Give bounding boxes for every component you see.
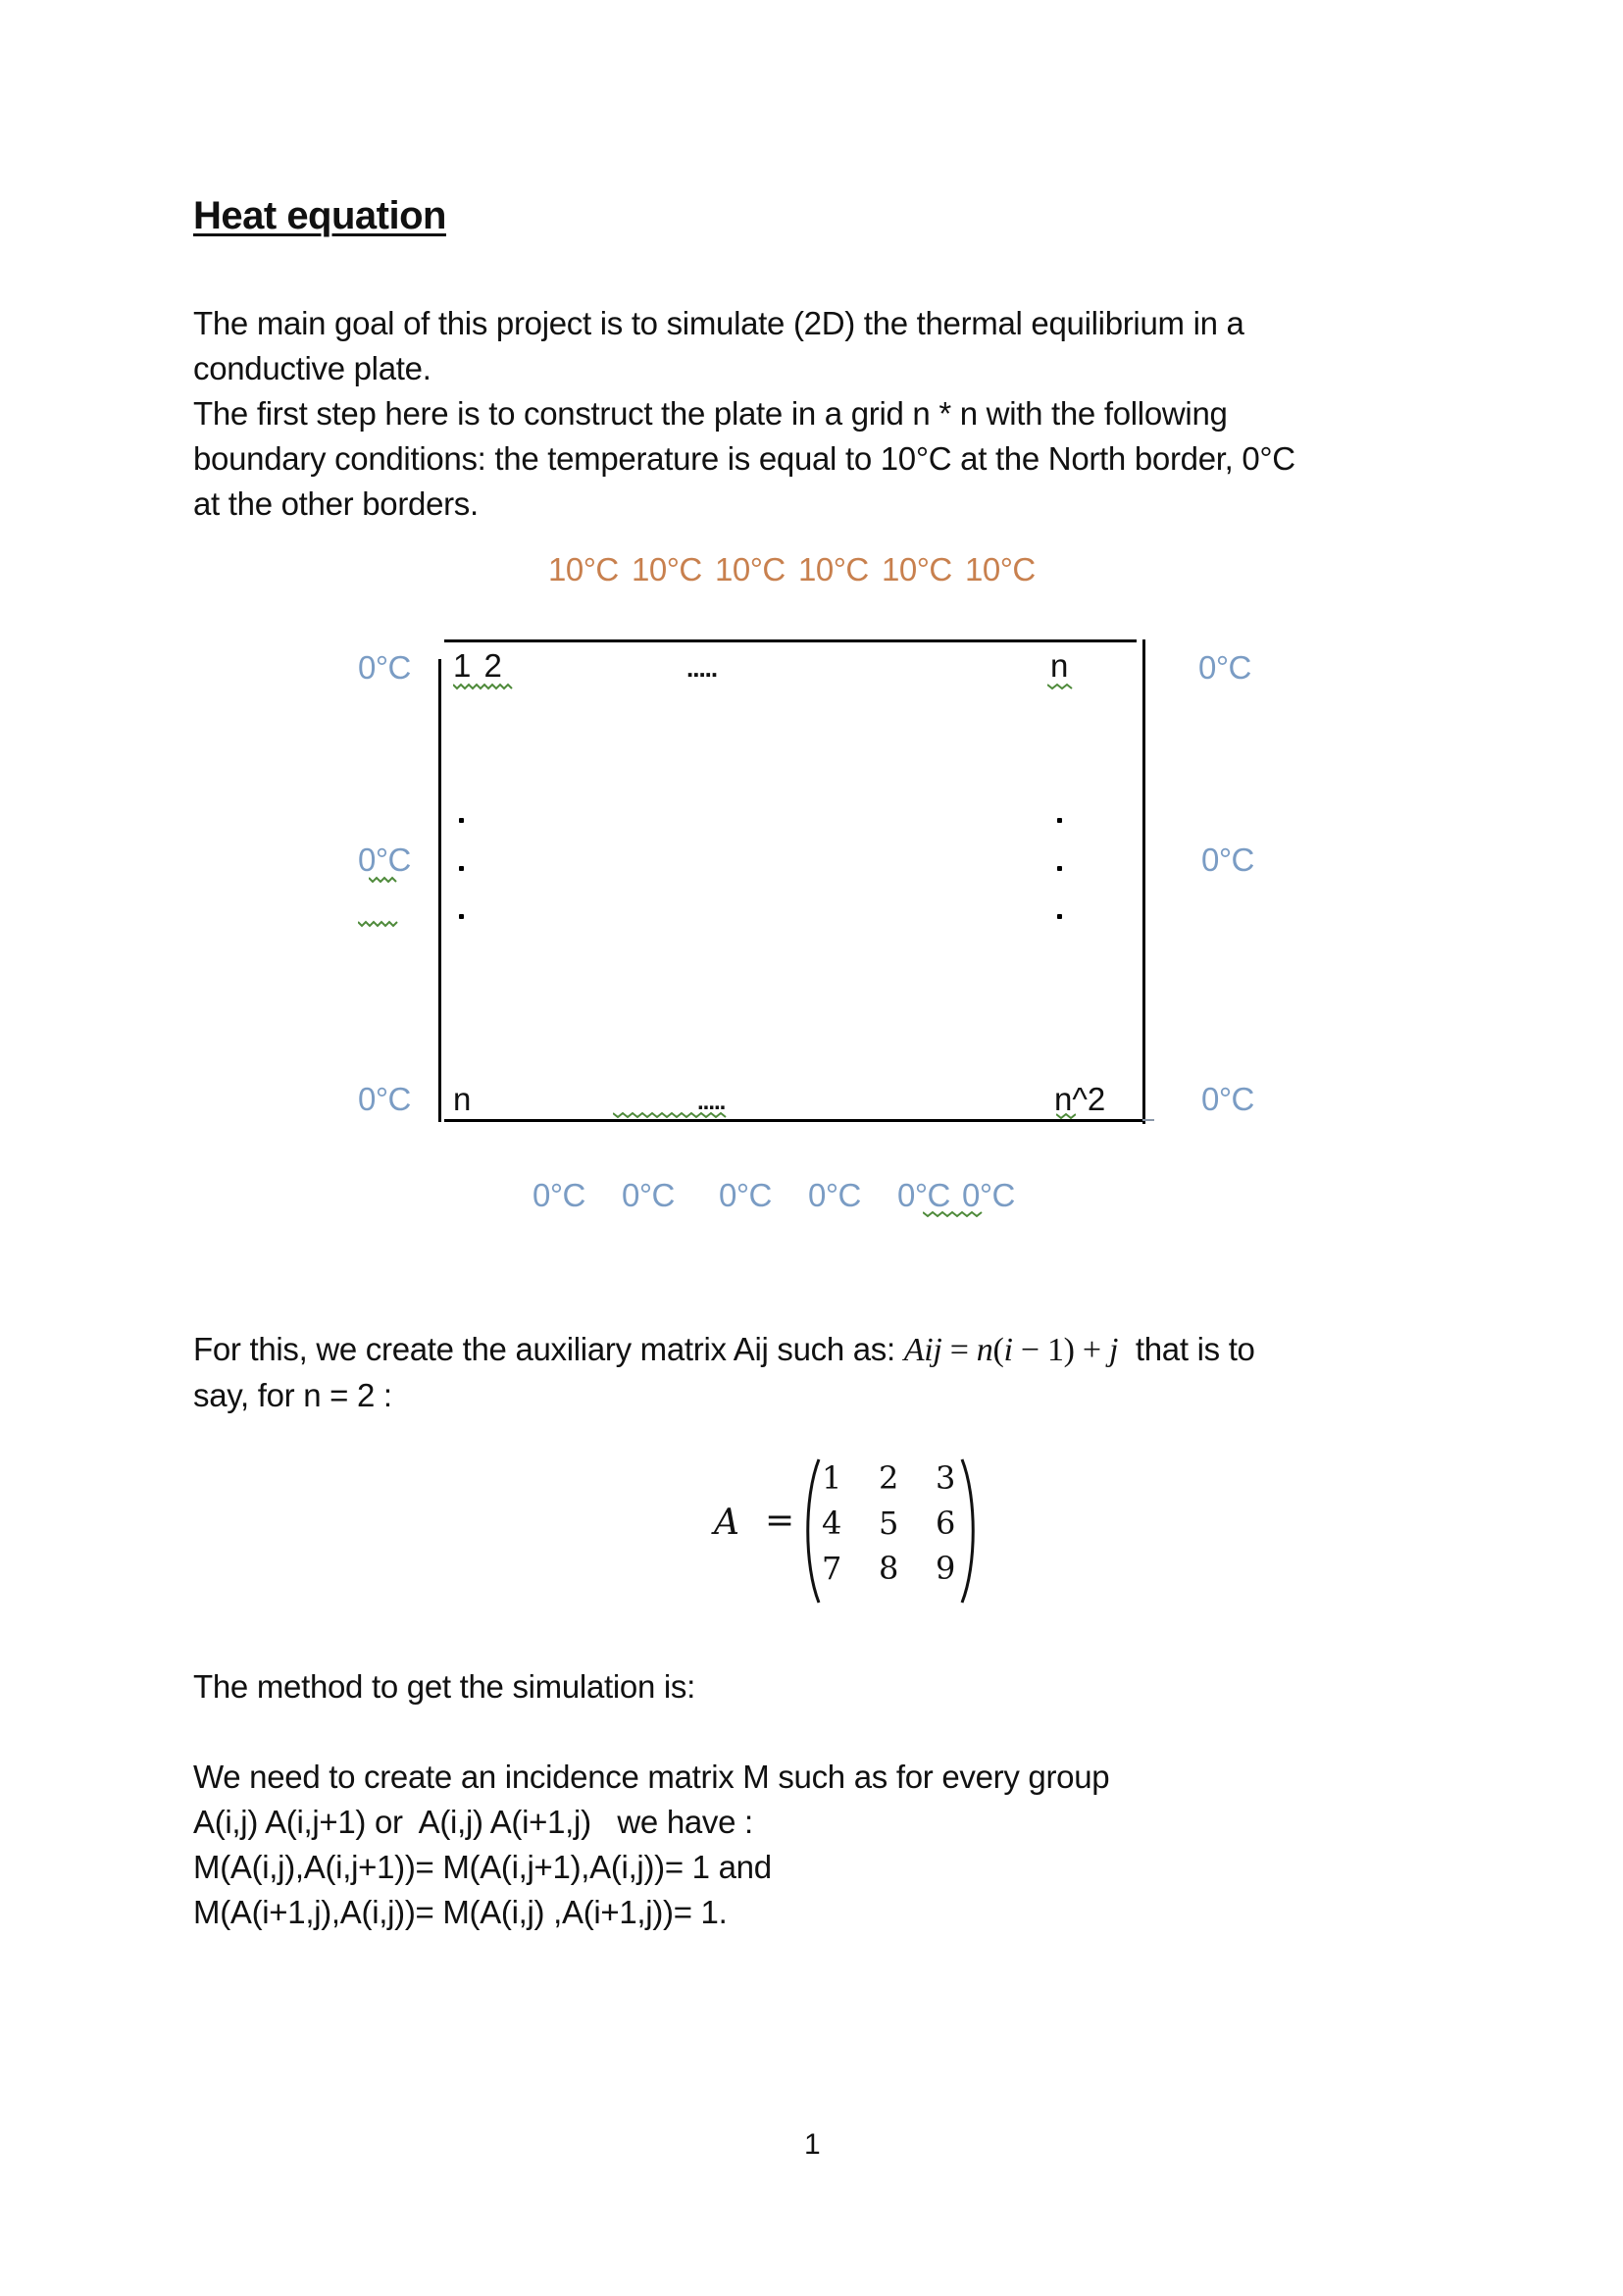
south-label: 0°C <box>897 1177 950 1213</box>
formula-i: i <box>1003 1332 1013 1368</box>
intro-line: at the other borders. <box>193 485 479 522</box>
matrix-cell: 5 <box>879 1505 899 1542</box>
plate-corner-tick <box>1142 1119 1154 1121</box>
south-label: 0°C <box>622 1177 675 1213</box>
ellipsis-dot <box>459 818 464 823</box>
matrix-cell: 1 <box>822 1459 842 1497</box>
west-label: 0°C <box>358 649 411 686</box>
page-heading: Heat equation <box>193 194 446 237</box>
matrix-name: A <box>714 1503 739 1543</box>
south-label: 0°C <box>533 1177 585 1213</box>
ellipsis-dot <box>1057 818 1062 823</box>
formula-plus: + <box>1074 1332 1109 1368</box>
matrix-cell: 9 <box>936 1550 956 1587</box>
method-line: We need to create an incidence matrix M such as for every group <box>193 1759 1110 1795</box>
matrix-cell: 2 <box>879 1459 899 1497</box>
formula-minus-one: − 1 <box>1012 1332 1064 1368</box>
formula-n: n <box>976 1332 993 1368</box>
matrix-cell: 6 <box>936 1505 956 1542</box>
ellipsis-dot <box>459 866 464 871</box>
north-label: 10°C <box>548 551 619 587</box>
west-label: 0°C <box>358 842 411 878</box>
intro-line: boundary conditions: the temperature is equal to 10°C at the North border, 0°C <box>193 440 1295 477</box>
spellcheck-squiggle-icon <box>1056 1112 1076 1120</box>
spellcheck-squiggle-icon <box>1047 683 1075 690</box>
north-label: 10°C <box>965 551 1036 587</box>
matrix-equals: = <box>765 1501 795 1541</box>
matrix-grid <box>822 1459 975 1595</box>
method-line: M(A(i,j),A(i,j+1))= M(A(i,j+1),A(i,j))= 1 and <box>193 1849 772 1885</box>
spellcheck-squiggle-icon <box>453 683 514 690</box>
left-paren-icon <box>802 1457 822 1605</box>
intro-line: The main goal of this project is to simulate (2D) the thermal equilibrium in a <box>193 305 1244 341</box>
spellcheck-squiggle-icon <box>369 876 398 884</box>
south-label: 0°C <box>808 1177 861 1213</box>
method-paragraph <box>193 1755 1109 1935</box>
spellcheck-squiggle-icon <box>358 920 400 928</box>
aux-line-1 <box>193 1327 1255 1373</box>
east-label: 0°C <box>1201 842 1254 878</box>
ellipsis-dot <box>459 914 464 919</box>
east-label: 0°C <box>1198 649 1251 686</box>
cell-dots-top: ..... <box>686 653 718 683</box>
page-number: 1 <box>804 2128 821 2161</box>
intro-paragraph <box>193 301 1295 527</box>
aux-text: For this, we create the auxiliary matrix Aij such as: <box>193 1331 904 1367</box>
cell-label-n: n <box>1050 647 1069 684</box>
right-paren-icon <box>959 1457 979 1605</box>
cell-dots-bottom: ..... <box>697 1089 726 1115</box>
matrix-cell: 3 <box>936 1459 956 1497</box>
north-label: 10°C <box>882 551 952 587</box>
west-label: 0°C <box>358 1081 411 1117</box>
matrix-cell: 4 <box>822 1505 842 1542</box>
formula-close: ) <box>1063 1332 1075 1368</box>
matrix-cell: 7 <box>822 1550 842 1587</box>
cell-label-last-row-start: n <box>453 1081 472 1117</box>
method-line: A(i,j) A(i,j+1) or A(i,j) A(i+1,j) we have : <box>193 1804 753 1840</box>
plate-south-border <box>444 1119 1142 1122</box>
formula-eq: = <box>941 1332 977 1368</box>
method-line: M(A(i+1,j),A(i,j))= M(A(i,j) ,A(i+1,j))= 1. <box>193 1894 728 1930</box>
north-label: 10°C <box>632 551 702 587</box>
formula-open: ( <box>992 1332 1004 1368</box>
spellcheck-squiggle-icon <box>613 1111 731 1119</box>
plate-north-border <box>444 639 1137 642</box>
formula-j: j <box>1108 1332 1119 1368</box>
north-label: 10°C <box>715 551 786 587</box>
matrix-cell: 8 <box>879 1550 899 1587</box>
ellipsis-dot <box>1057 914 1062 919</box>
aux-text: that is to <box>1118 1331 1255 1367</box>
formula-lhs: Aij <box>903 1332 942 1368</box>
method-title: The method to get the simulation is: <box>193 1668 695 1705</box>
south-label: 0°C <box>962 1177 1015 1213</box>
plate-west-border <box>438 659 441 1122</box>
south-label: 0°C <box>719 1177 772 1213</box>
ellipsis-dot <box>1057 866 1062 871</box>
aux-formula <box>904 1332 1118 1368</box>
plate-east-border <box>1142 639 1145 1124</box>
intro-line: conductive plate. <box>193 350 431 386</box>
cell-label-first-row: 1 2 <box>453 647 504 684</box>
aux-line-2: say, for n = 2 : <box>193 1377 392 1413</box>
intro-line: The first step here is to construct the plate in a grid n * n with the following <box>193 395 1228 432</box>
cell-label-n-squared: n^2 <box>1054 1081 1106 1117</box>
east-label: 0°C <box>1201 1081 1254 1117</box>
north-label: 10°C <box>798 551 869 587</box>
aux-paragraph <box>193 1327 1255 1418</box>
spellcheck-squiggle-icon <box>923 1210 984 1218</box>
